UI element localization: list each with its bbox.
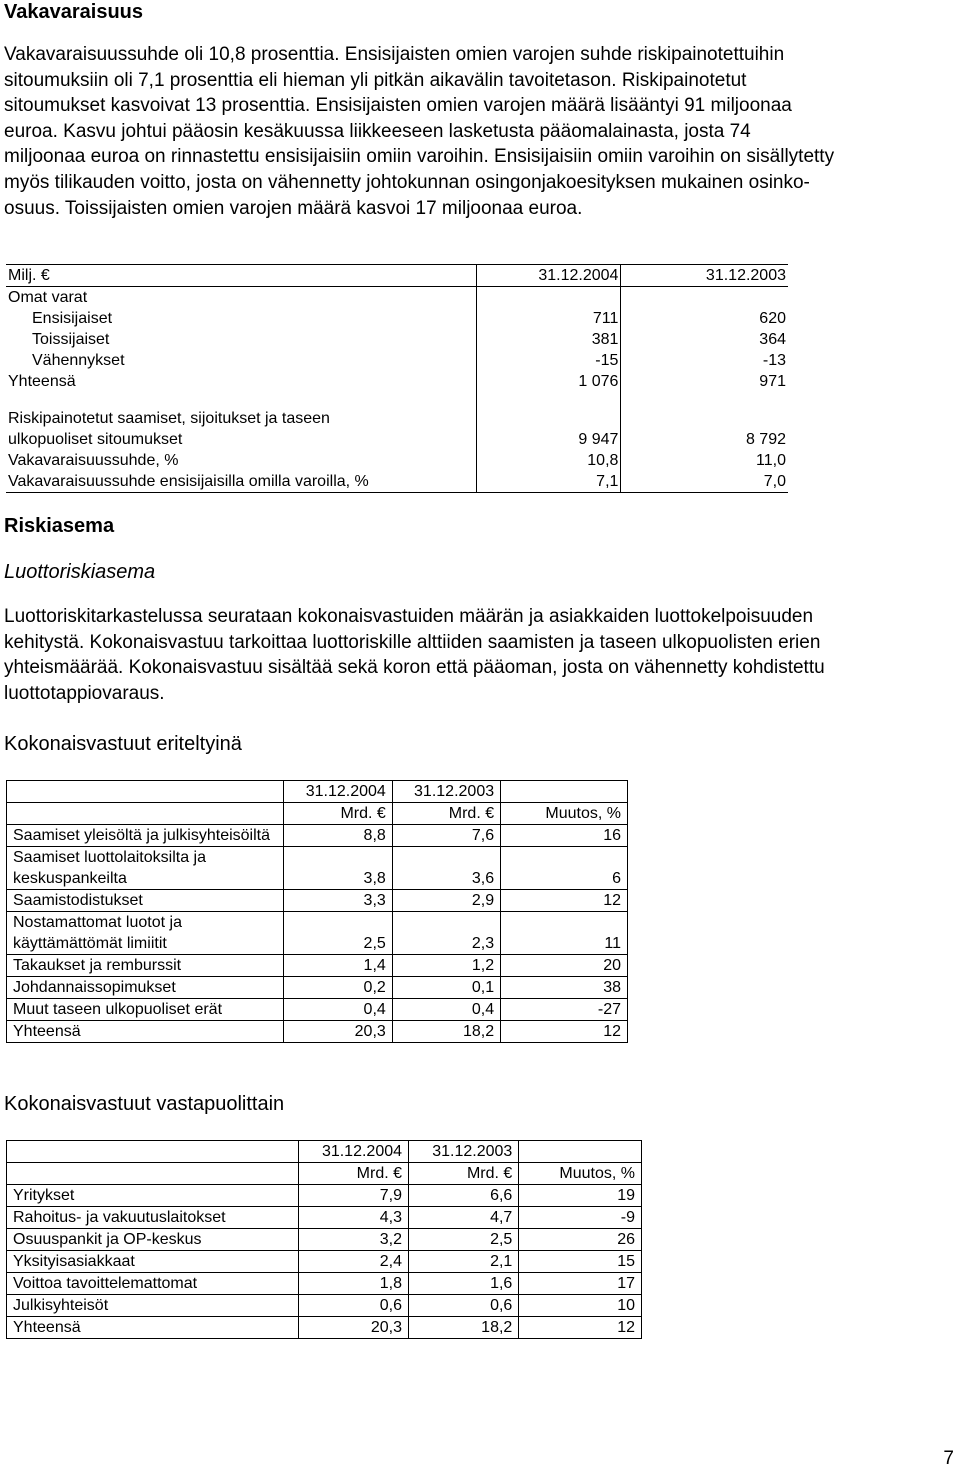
row-label: Muut taseen ulkopuoliset erät: [7, 999, 284, 1021]
cell-value: 381: [477, 329, 621, 350]
row-label: Julkisyhteisöt: [7, 1295, 299, 1317]
cell-value: 1,4: [284, 955, 392, 977]
cell-value: 2,5: [284, 912, 392, 955]
text-line: Vakavaraisuussuhde oli 10,8 prosenttia. Ensisijaisten omien varojen suhde riskipainotettuihin: [4, 44, 785, 65]
cell-value: 12: [501, 890, 628, 912]
cell-value: 0,2: [284, 977, 392, 999]
cell-value: 6,6: [409, 1185, 519, 1207]
table-row: [7, 912, 628, 955]
table-header-cell: 31.12.2004: [298, 1141, 408, 1163]
cell-value: 12: [519, 1317, 642, 1339]
table-row: [6, 287, 788, 309]
text-line: miljoonaa euroa on rinnastettu ensisijaisiin omiin varoihin. Ensisijaisiin omiin varoihin on sisällytetty: [4, 146, 835, 168]
row-label: Yksityisasiakkaat: [7, 1251, 299, 1273]
table-row: [7, 1229, 642, 1251]
row-label: Nostamattomat luotot ja käyttämättömät limiitit: [7, 912, 284, 955]
text-line: euroa. Kasvu johtui pääosin kesäkuussa liikkeeseen lasketusta pääomalainasta, josta 74: [4, 120, 751, 142]
table-row: [7, 955, 628, 977]
cell-value: 7,0: [621, 471, 788, 493]
table-header-row: [7, 1141, 642, 1163]
table-header-cell: Mrd. €: [298, 1163, 408, 1185]
cell-value: 8,8: [284, 825, 392, 847]
cell-value: -27: [501, 999, 628, 1021]
row-label: Vakavaraisuussuhde ensisijaisilla omilla varoilla, %: [6, 471, 477, 493]
cell-value: 20,3: [284, 1021, 392, 1043]
table-header-cell: Muutos, %: [519, 1163, 642, 1185]
table-header-cell: Milj. €: [6, 265, 477, 287]
table-header-cell: 31.12.2004: [477, 265, 621, 287]
subsection-heading-luottoriskiasema: Luottoriskiasema: [4, 561, 156, 583]
capital-adequacy-table: [6, 264, 788, 493]
cell-value: 3,3: [284, 890, 392, 912]
cell-value: 26: [519, 1229, 642, 1251]
cell-value: 620: [621, 308, 788, 329]
text-line: sitoumuksiin oli 7,1 prosenttia eli hieman yli pitkän aikavälin tavoitetason. Riskipainotetut: [4, 69, 747, 91]
table-row: [6, 429, 788, 450]
cell-value: 1,2: [392, 955, 500, 977]
text-line: luottotappiovaraus.: [4, 682, 165, 704]
cell-value: 3,6: [392, 847, 500, 890]
cell-value: 10: [519, 1295, 642, 1317]
cell-value: [621, 408, 788, 429]
table-row: [7, 890, 628, 912]
section-heading-riskiasema: Riskiasema: [4, 515, 115, 537]
cell-value: 2,5: [409, 1229, 519, 1251]
text-line: yhteismäärää. Kokonaisvastuu sisältää sekä koron että pääoman, josta on vähennetty kohdistettu: [4, 657, 825, 679]
table-row: [7, 977, 628, 999]
table-row: [6, 450, 788, 471]
cell-value: 1,8: [298, 1273, 408, 1295]
cell-value: 9 947: [477, 429, 621, 450]
table-row: [6, 350, 788, 371]
text-line: osuus. Toissijaisten omien varojen määrä kasvoi 17 miljoonaa euroa.: [4, 197, 583, 219]
page-title: Vakavaraisuus: [4, 1, 143, 23]
cell-value: 1 076: [477, 371, 621, 392]
row-label: Saamistodistukset: [7, 890, 284, 912]
table-row: [7, 1021, 628, 1043]
table-row: [7, 1273, 642, 1295]
row-label: Saamiset yleisöltä ja julkisyhteisöiltä: [7, 825, 284, 847]
cell-value: 2,9: [392, 890, 500, 912]
table-header-cell: 31.12.2004: [284, 781, 392, 803]
cell-value: 3,2: [298, 1229, 408, 1251]
cell-value: 4,7: [409, 1207, 519, 1229]
table-header-cell: Mrd. €: [392, 803, 500, 825]
row-label: Omat varat: [8, 289, 88, 306]
table-row: [6, 471, 788, 493]
cell-value: 2,3: [392, 912, 500, 955]
table-header-cell: 31.12.2003: [621, 265, 788, 287]
row-label: Ensisijaiset: [32, 310, 113, 327]
table-header-row: [6, 265, 788, 287]
cell-value: 7,6: [392, 825, 500, 847]
table-row: [7, 1317, 642, 1339]
cell-value: -13: [621, 350, 788, 371]
text-line: Luottoriskitarkastelussa seurataan kokonaisvastuiden määrän ja asiakkaiden luottokelpoisuuden: [4, 606, 814, 627]
table-header-row: [7, 781, 628, 803]
row-label: Saamiset luottolaitoksilta ja keskuspankeilta: [7, 847, 284, 890]
cell-value: 38: [501, 977, 628, 999]
table-row: [6, 371, 788, 392]
cell-value: [477, 408, 621, 429]
table-row: [7, 1295, 642, 1317]
cell-value: 18,2: [392, 1021, 500, 1043]
row-label: Johdannaissopimukset: [7, 977, 284, 999]
cell-value: 20: [501, 955, 628, 977]
cell-value: 16: [501, 825, 628, 847]
table-row: [6, 329, 788, 350]
cell-value: 15: [519, 1251, 642, 1273]
row-label: Toissijaiset: [32, 331, 110, 348]
row-label: ulkopuoliset sitoumukset: [8, 431, 183, 448]
table-header-cell: Mrd. €: [409, 1163, 519, 1185]
cell-value: 7,9: [298, 1185, 408, 1207]
cell-value: 1,6: [409, 1273, 519, 1295]
table2-heading: Kokonaisvastuut eriteltyinä: [4, 733, 242, 755]
cell-value: 10,8: [477, 450, 621, 471]
table-row: [7, 1251, 642, 1273]
text-line: kehitystä. Kokonaisvastuu tarkoittaa luottoriskille alttiiden saamisten ja taseen ulkopuolisten erien: [4, 631, 821, 653]
table-row: [7, 1185, 642, 1207]
cell-value: -15: [477, 350, 621, 371]
total-exposures-by-counterparty-table: [6, 1140, 642, 1339]
cell-value: 711: [477, 308, 621, 329]
cell-value: 11: [501, 912, 628, 955]
table-row: [6, 308, 788, 329]
row-label: Yritykset: [7, 1185, 299, 1207]
table-header-cell: Muutos, %: [501, 803, 628, 825]
cell-value: [621, 287, 788, 309]
cell-value: 971: [621, 371, 788, 392]
cell-value: 11,0: [621, 450, 788, 471]
table-row: [7, 1207, 642, 1229]
cell-value: 12: [501, 1021, 628, 1043]
table-row: [7, 825, 628, 847]
text-line: sitoumukset kasvoivat 13 prosenttia. Ensisijaisten omien varojen määrä lisääntyi 91 miljoonaa: [4, 95, 792, 117]
cell-value: 0,4: [392, 999, 500, 1021]
cell-value: 0,1: [392, 977, 500, 999]
row-label: Vakavaraisuussuhde, %: [8, 452, 179, 469]
cell-value: 0,6: [298, 1295, 408, 1317]
credit-risk-paragraph: [4, 604, 944, 706]
row-label: Vähennykset: [32, 352, 125, 369]
cell-value: 0,6: [409, 1295, 519, 1317]
row-label: Osuuspankit ja OP-keskus: [7, 1229, 299, 1251]
table3-heading: Kokonaisvastuut vastapuolittain: [4, 1093, 285, 1115]
total-exposures-by-type-table: [6, 780, 628, 1043]
table-header-cell: Mrd. €: [284, 803, 392, 825]
cell-value: [477, 287, 621, 309]
row-label: Rahoitus- ja vakuutuslaitokset: [7, 1207, 299, 1229]
cell-value: -9: [519, 1207, 642, 1229]
cell-value: 3,8: [284, 847, 392, 890]
table-row: [7, 999, 628, 1021]
cell-value: 0,4: [284, 999, 392, 1021]
page-number: 7: [943, 1448, 954, 1469]
cell-value: 7,1: [477, 471, 621, 493]
intro-paragraph: [4, 42, 944, 221]
cell-value: 2,1: [409, 1251, 519, 1273]
cell-value: 4,3: [298, 1207, 408, 1229]
cell-value: 6: [501, 847, 628, 890]
table-header-row: [7, 803, 628, 825]
row-label: Yhteensä: [8, 373, 76, 390]
table-row: [7, 847, 628, 890]
cell-value: 17: [519, 1273, 642, 1295]
text-line: myös tilikauden voitto, josta on vähennetty johtokunnan osingonjakoesityksen mukainen osinko-: [4, 171, 810, 193]
cell-value: 8 792: [621, 429, 788, 450]
cell-value: 20,3: [298, 1317, 408, 1339]
row-label: Yhteensä: [7, 1317, 299, 1339]
cell-value: 2,4: [298, 1251, 408, 1273]
row-label: Riskipainotetut saamiset, sijoitukset ja taseen: [8, 410, 330, 427]
table-header-row: [7, 1163, 642, 1185]
row-label: Yhteensä: [7, 1021, 284, 1043]
cell-value: 364: [621, 329, 788, 350]
row-label: Voittoa tavoittelemattomat: [7, 1273, 299, 1295]
table-header-cell: 31.12.2003: [392, 781, 500, 803]
row-label: Takaukset ja remburssit: [7, 955, 284, 977]
spacer-row: [6, 392, 788, 408]
table-row: [6, 408, 788, 429]
cell-value: 19: [519, 1185, 642, 1207]
table-header-cell: 31.12.2003: [409, 1141, 519, 1163]
cell-value: 18,2: [409, 1317, 519, 1339]
